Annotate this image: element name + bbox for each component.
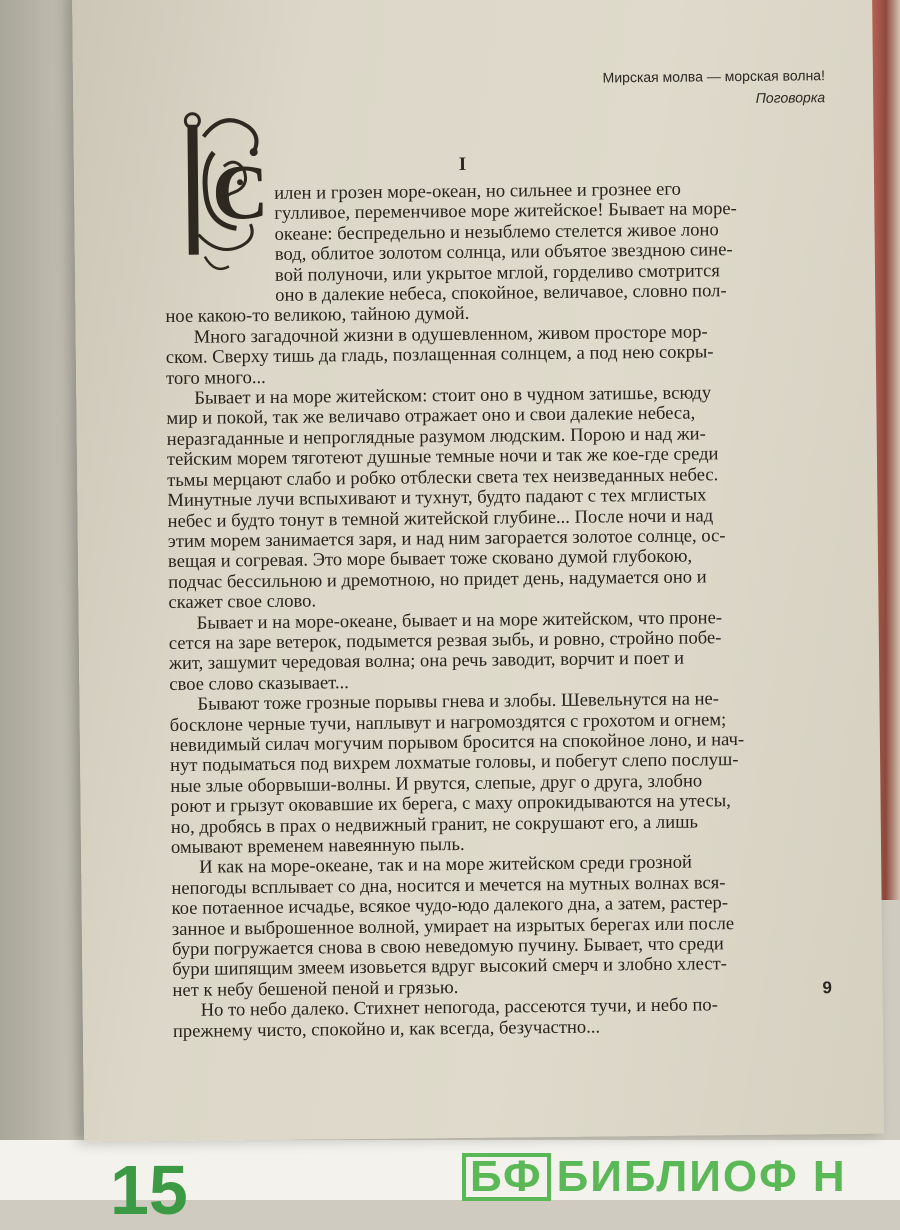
paragraph bbox=[171, 851, 882, 1001]
text-line: роют и грызут оковавшие их берега, с маху опрокидываются на утесы, bbox=[170, 790, 731, 818]
text-line: И как на море-океане, так и на море житейском среди грозной bbox=[199, 851, 693, 879]
paragraph bbox=[166, 382, 878, 614]
text-line: жит, зашумит чередовая волна; она речь заводит, ворчит и поет и bbox=[168, 647, 685, 675]
text-line: сется на заре ветерок, подымется резвая зыбь, и ровно, стройно побе- bbox=[168, 627, 722, 654]
text-line: нут подыматься под вихрем лохматые головы, и побегут слепо послуш- bbox=[170, 749, 739, 777]
paragraph bbox=[169, 606, 880, 695]
text-line: вещая и согревая. Это море бывает тоже сковано думой глубокою, bbox=[167, 545, 693, 573]
text-line: Но то небо далеко. Стихнет непогода, рассеются тучи, и небо по- bbox=[200, 994, 718, 1021]
text-line: непогоды всплывает со дна, носится и мечется на мутных волнах вся- bbox=[171, 872, 726, 899]
logo-box: БФ bbox=[462, 1153, 551, 1201]
epigraph bbox=[603, 64, 826, 110]
text-line: прежнему чисто, спокойно и, как всегда, безучастно... bbox=[172, 1016, 601, 1042]
text-line: тьмы мерцают слабо и робко отблески света тех неизведанных небес. bbox=[167, 463, 719, 491]
page-number: 9 bbox=[822, 978, 833, 998]
text-line: омывают временем навеянную пыль. bbox=[170, 833, 465, 859]
paragraph bbox=[173, 994, 883, 1042]
text-line: невидимый силач могучим порывом бросится на спокойное лоно, и нач- bbox=[169, 728, 745, 756]
epigraph-quote: Мирская молва — морская волна! bbox=[602, 67, 826, 86]
text-line: тейским морем тяготеют душные темные ночи и так же кое-где среди bbox=[166, 443, 719, 471]
logo-text: БИБЛИОФ Н bbox=[556, 1152, 847, 1201]
dropcap-letter: С bbox=[211, 147, 269, 236]
text-line: илен и грозен море-океан, но сильнее и грознее его bbox=[274, 178, 681, 204]
text-line: Минутные лучи вспыхивают и тухнут, будто падают с тех мглистых bbox=[167, 484, 707, 512]
text-line: оно в далекие небеса, спокойное, величавое, словно пол- bbox=[275, 280, 727, 306]
book-page bbox=[72, 0, 884, 1142]
paragraph bbox=[164, 178, 875, 328]
text-line: свое слово сказывает... bbox=[169, 671, 349, 695]
text-line: занное и выброшенное волной, умирает на изрытых берегах или после bbox=[171, 912, 735, 940]
text-line: Много загадочной жизни в одушевленном, живом просторе мор- bbox=[193, 321, 708, 348]
text-line: океане: беспредельно и незыблемо стелется живое лоно bbox=[274, 219, 719, 245]
text-line: небес и будто тонут в темной житейской глубине... После ночи и над bbox=[167, 504, 714, 532]
text-line: бури погружается снова в свою неведомую пучину. Бывает, что среди bbox=[171, 933, 724, 961]
text-line: ное какою-то великою, тайною думой. bbox=[165, 303, 470, 328]
text-line: босклоне черные тучи, наплывут и нагромоздятся с грохотом и огнем; bbox=[169, 708, 727, 736]
background-stamp-number: 15 bbox=[110, 1151, 188, 1229]
text-line: но, дробясь в прах о недвижный гранит, не сокрушают его, а лишь bbox=[170, 811, 699, 838]
body-text bbox=[164, 178, 883, 1042]
paragraph bbox=[169, 688, 881, 859]
text-line: Бывают тоже грозные порывы гнева и злобы. Шевельнутся на не- bbox=[197, 688, 720, 715]
text-line: вод, облитое золотом солнца, или объятое звездною сине- bbox=[274, 239, 733, 266]
text-line: ные злые оборвыши-волны. И рвутся, слепые, друг о друга, злобно bbox=[170, 770, 703, 797]
text-line: вой полуночи, или укрытое мглой, горделиво смотрится bbox=[274, 259, 720, 286]
paragraph bbox=[166, 320, 877, 389]
text-line: ском. Сверху тишь да гладь, позлащенная солнцем, а под нею сокры- bbox=[165, 341, 714, 369]
text-line: мир и покой, так же величаво отражает оно и свои далекие небеса, bbox=[166, 402, 696, 430]
text-line: скажет свое слово. bbox=[168, 590, 317, 614]
text-line: кое потаенное исчадье, всякое чудо-юдо далекого дна, а затем, растер- bbox=[171, 892, 729, 920]
text-line: Бывает и на море-океане, бывает и на море житейском, что пронe- bbox=[196, 606, 723, 634]
text-line: подчас бессильною и дремотною, но придет день, надумается оно и bbox=[168, 566, 707, 593]
text-line: этим морем занимается заря, и над ним загорается золотое солнце, ос- bbox=[167, 525, 726, 552]
library-logo bbox=[462, 1152, 847, 1202]
text-line: бури шипящим змеем изовьется вдруг высокий смерч и злобно хлест- bbox=[172, 953, 727, 981]
text-line: гулливое, переменчивое море житейское! Бывает на море- bbox=[274, 198, 737, 225]
chapter-number: I bbox=[458, 153, 467, 175]
text-line: того много... bbox=[165, 366, 266, 389]
text-line: Бывает и на море житейском: стоит оно в чудном затишье, всюду bbox=[194, 382, 712, 409]
epigraph-source: Поговорка bbox=[755, 89, 826, 106]
text-line: неразгаданные и непроглядные разумом людским. Порою и над жи- bbox=[166, 423, 706, 450]
text-line: нет к небу бешеной пеной и грязью. bbox=[172, 976, 459, 1001]
